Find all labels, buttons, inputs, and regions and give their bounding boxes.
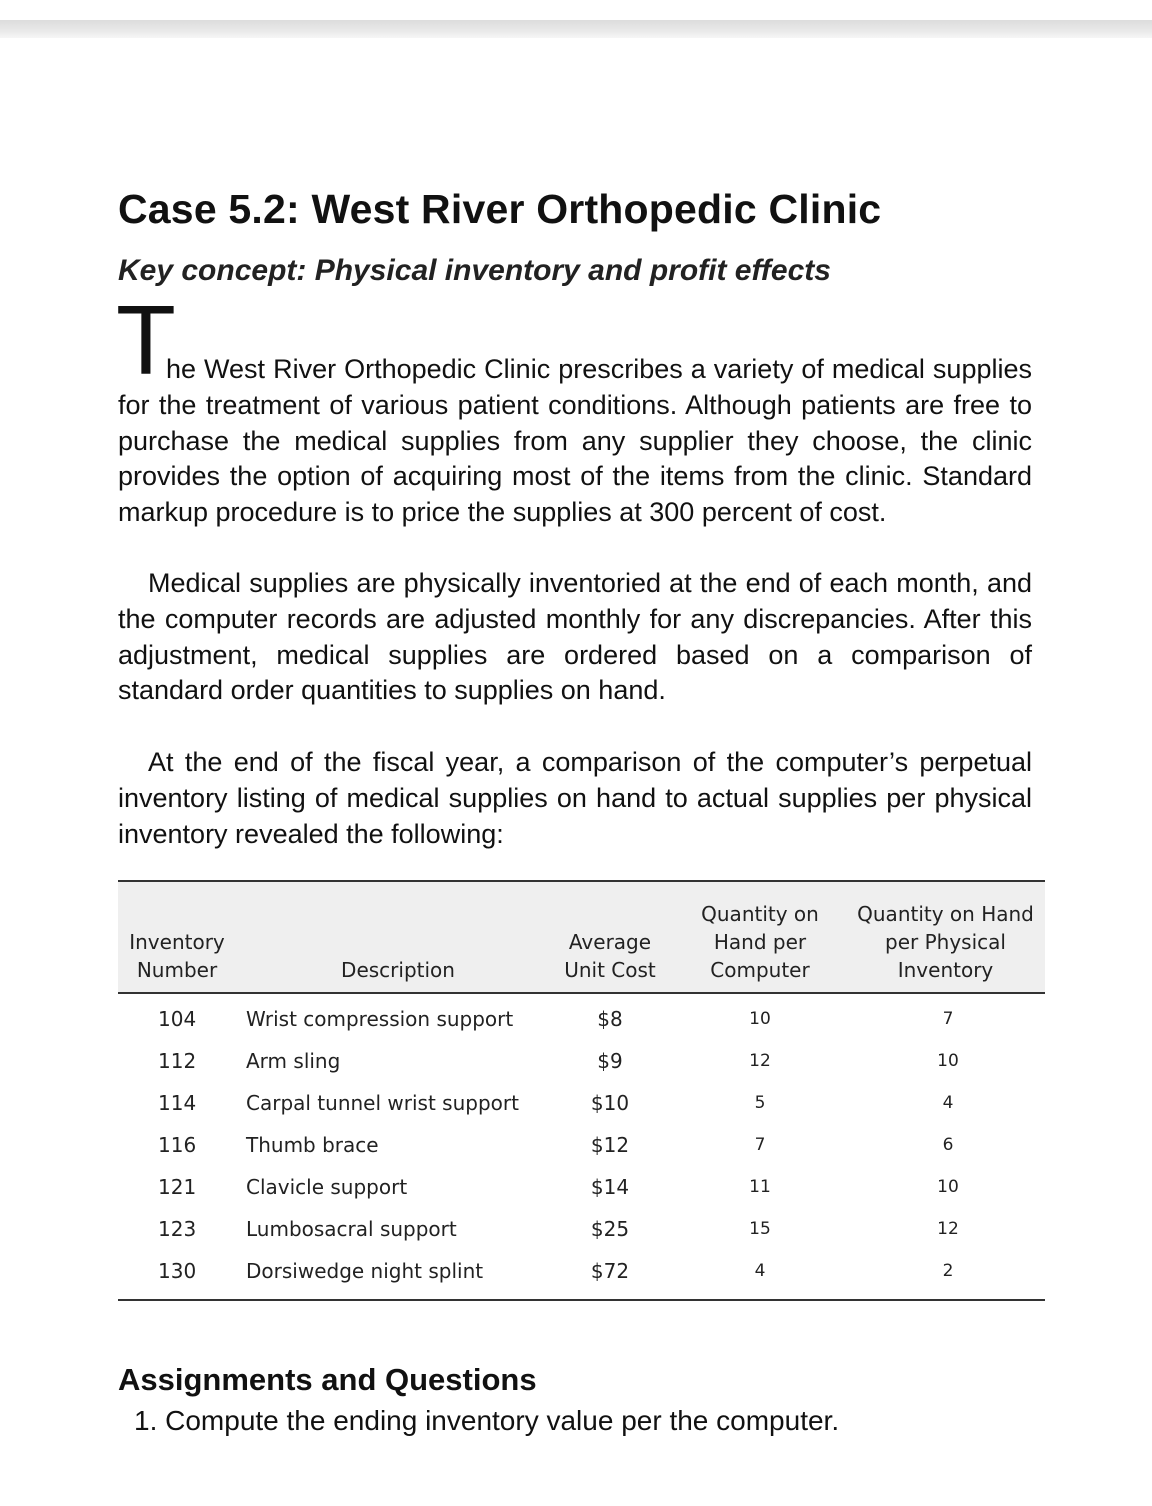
case-subtitle: Key concept: Physical inventory and profit effects (118, 254, 831, 287)
row-qty-computer: 4 (754, 1261, 766, 1281)
drop-cap: T (116, 285, 176, 395)
row-description: Wrist compression support (246, 1007, 514, 1031)
row-qty-physical: 10 (937, 1051, 959, 1071)
table-row (118, 1166, 1045, 1208)
row-inventory-number: 123 (158, 1217, 197, 1241)
case-title: Case 5.2: West River Orthopedic Clinic (118, 186, 882, 232)
row-unit-cost: $8 (597, 1007, 623, 1031)
table-row (118, 1124, 1045, 1166)
row-unit-cost: $72 (590, 1259, 630, 1283)
row-qty-physical: 10 (937, 1177, 959, 1197)
row-qty-physical: 7 (942, 1009, 954, 1029)
row-inventory-number: 116 (158, 1133, 197, 1157)
row-description: Lumbosacral support (246, 1217, 457, 1241)
row-description: Dorsiwedge night splint (246, 1259, 484, 1283)
row-qty-computer: 12 (749, 1051, 771, 1071)
table-bottom-rule (118, 1299, 1045, 1301)
question-1: 1. Compute the ending inventory value per the computer. (134, 1405, 840, 1436)
header-description: Description (341, 958, 455, 982)
table-row (118, 1040, 1045, 1082)
row-inventory-number: 112 (158, 1049, 197, 1073)
inventory-paragraph: Medical supplies are physically inventoried at the end of each month, and the computer records are adjusted monthly for any discrepancies. After this adjustment, medical supplies are ordered based on a comparison of standard order quantities to supplies on hand. (118, 568, 1032, 706)
row-inventory-number: 121 (158, 1175, 197, 1199)
row-qty-computer: 5 (754, 1093, 766, 1113)
header-inventory-number: Inventory Number (129, 930, 225, 982)
row-description: Thumb brace (246, 1133, 379, 1157)
assignments-heading: Assignments and Questions (118, 1362, 537, 1397)
row-unit-cost: $25 (590, 1217, 630, 1241)
table-row (118, 1250, 1045, 1292)
table-row (118, 1208, 1045, 1250)
row-unit-cost: $10 (590, 1091, 630, 1115)
row-inventory-number: 104 (158, 1007, 197, 1031)
intro-paragraph: he West River Orthopedic Clinic prescribes a variety of medical supplies for the treatment of various patient conditions. Although patients are free to purchase the medical supplies from any supplier they choose, the clinic provides the option of acquiring most of the items from the clinic. Standard markup procedure is to price the supplies at 300 percent of cost. (118, 354, 1032, 528)
inventory-table (118, 880, 1045, 1302)
row-qty-physical: 12 (937, 1219, 959, 1239)
row-qty-physical: 4 (942, 1093, 954, 1113)
row-unit-cost: $12 (590, 1133, 630, 1157)
row-qty-physical: 6 (942, 1135, 954, 1155)
table-row (118, 1082, 1045, 1124)
row-description: Clavicle support (246, 1175, 408, 1199)
row-description: Arm sling (246, 1049, 341, 1073)
row-qty-computer: 11 (749, 1177, 771, 1197)
row-qty-physical: 2 (942, 1261, 954, 1281)
row-unit-cost: $14 (590, 1175, 630, 1199)
top-scroll-bar (0, 20, 1152, 38)
row-qty-computer: 15 (749, 1219, 771, 1239)
table-header-rule (118, 992, 1045, 994)
row-inventory-number: 130 (158, 1259, 197, 1283)
table-row (118, 998, 1045, 1040)
row-description: Carpal tunnel wrist support (246, 1091, 519, 1115)
row-qty-computer: 7 (754, 1135, 766, 1155)
header-average-unit-cost: Average Unit Cost (564, 930, 656, 982)
row-qty-computer: 10 (749, 1009, 771, 1029)
row-unit-cost: $9 (597, 1049, 623, 1073)
header-quantity-physical: Quantity on Hand per Physical Inventory (857, 902, 1034, 982)
row-inventory-number: 114 (158, 1091, 197, 1115)
comparison-paragraph: At the end of the fiscal year, a comparison of the computer’s perpetual inventory listing of medical supplies on hand to actual supplies per physical inventory revealed the following: (118, 747, 1032, 849)
header-quantity-computer: Quantity on Hand per Computer (701, 902, 819, 982)
